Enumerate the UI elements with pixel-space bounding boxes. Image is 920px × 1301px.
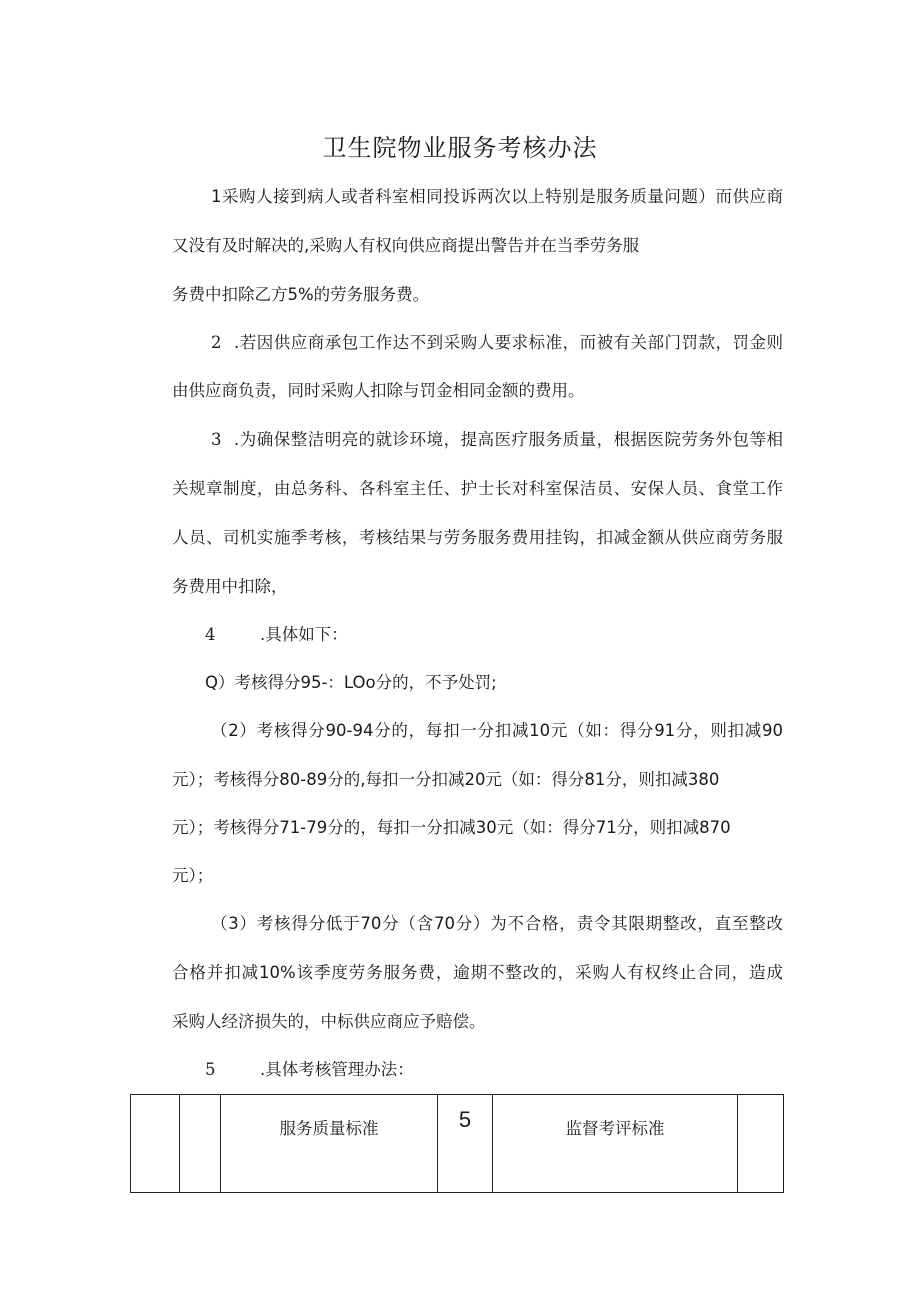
table-row [131, 1095, 784, 1193]
table-cell-empty-3 [738, 1095, 784, 1193]
table-header-number [438, 1095, 493, 1193]
paragraph-3-line-1: .为确保整洁明亮的就诊环境，提高医疗服务质量，根据医院劳务外包等相 [234, 430, 783, 449]
paragraph-5-num: 5 [205, 1060, 216, 1079]
paragraph-3-line-3: 人员、司机实施季考核，考核结果与劳务服务费用挂钩，扣减金额从供应商劳务服 [172, 528, 783, 547]
page-title: 卫生院物业服务考核办法 [322, 134, 598, 162]
paragraph-1-line-3: 务费中扣除乙方5%的劳务服务费。 [172, 285, 430, 304]
paragraph-4-num: 4 [205, 625, 216, 644]
service-standard-label: 服务质量标准 [279, 1119, 379, 1138]
item-2-line-2: 元）；考核得分80-89分的,每扣一分扣减20元（如：得分81分，则扣减380 [172, 770, 720, 789]
paragraph-3-line-4: 务费用中扣除， [172, 577, 288, 596]
item-3-line-1: （3）考核得分低于70分（含70分）为不合格，责令其限期整改，直至整改 [211, 914, 783, 933]
paragraph-1-line-2: 又没有及时解决的,采购人有权向供应商提出警告并在当季劳务服 [172, 236, 640, 255]
item-3-line-3: 采购人经济损失的，中标供应商应予赔偿。 [172, 1012, 486, 1031]
item-2-line-3: 元）；考核得分71-79分的，每扣一分扣减30元（如：得分71分，则扣减870 [172, 818, 731, 837]
item-2-line-1: （2）考核得分90-94分的，每扣一分扣减10元（如：得分91分，则扣减90 [211, 721, 783, 740]
assessment-table [130, 1094, 784, 1193]
table-cell-empty-2 [180, 1095, 221, 1193]
paragraph-2-line-1: .若因供应商承包工作达不到采购人要求标准，而被有关部门罚款，罚金则 [234, 333, 783, 352]
item-1: Q）考核得分95-：LOo分的，不予处罚; [205, 673, 497, 692]
paragraph-2-line-2: 由供应商负责，同时采购人扣除与罚金相同金额的费用。 [172, 381, 585, 400]
paragraph-4-text: .具体如下： [260, 625, 348, 644]
table-header-supervision-standard [493, 1095, 738, 1193]
paragraph-4-number [205, 623, 216, 647]
item-3-line-2: 合格并扣减10%该季度劳务服务费，逾期不整改的，采购人有权终止合同，造成 [172, 963, 783, 982]
table-header-service-standard [221, 1095, 438, 1193]
paragraph-1-line-1: 1采购人接到病人或者科室相同投诉两次以上特别是服务质量问题）而供应商 [211, 187, 783, 206]
paragraph-5-number [205, 1058, 216, 1082]
table-cell-empty-1 [131, 1095, 180, 1193]
item-2-line-4: 元）； [172, 866, 214, 885]
table-number-label: 5 [458, 1107, 472, 1132]
paragraph-3-number [211, 428, 222, 452]
paragraph-2-number [211, 331, 222, 355]
supervision-standard-label: 监督考评标准 [565, 1119, 665, 1138]
paragraph-5-text: .具体考核管理办法： [260, 1060, 414, 1079]
paragraph-3-num: 3 [211, 430, 222, 449]
paragraph-2-num: 2 [211, 333, 222, 352]
paragraph-3-line-2: 关规章制度，由总务科、各科室主任、护士长对科室保洁员、安保人员、食堂工作 [172, 479, 783, 498]
